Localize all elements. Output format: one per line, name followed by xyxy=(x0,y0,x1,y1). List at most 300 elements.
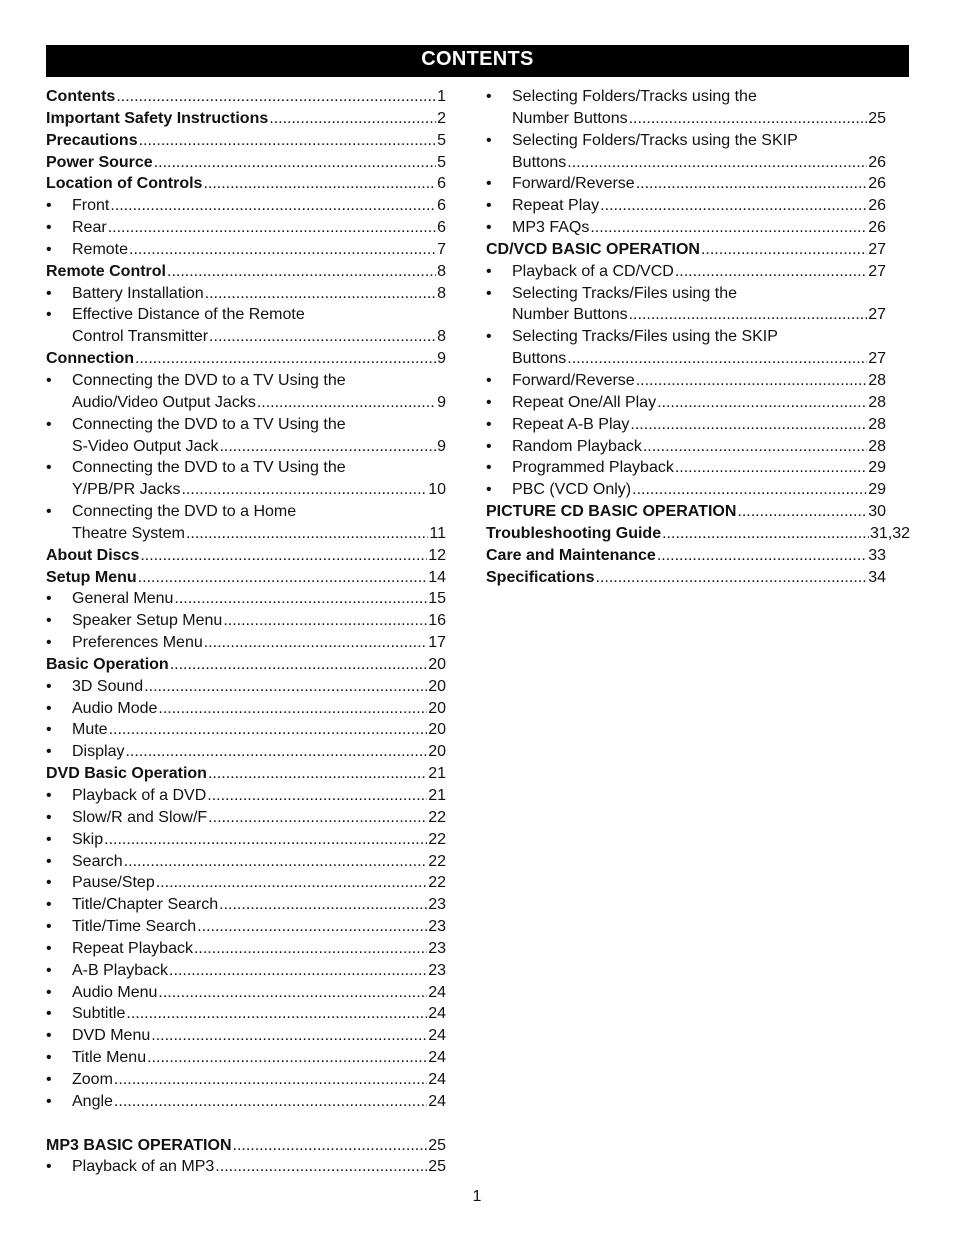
toc-section-entry[interactable] xyxy=(46,86,446,108)
toc-entry-label: Battery Installation xyxy=(72,284,204,302)
toc-entry[interactable] xyxy=(486,304,910,326)
toc-entry-label: Display xyxy=(72,743,125,761)
bullet-icon: • xyxy=(486,197,492,215)
toc-section-entry[interactable] xyxy=(46,1135,446,1157)
toc-page-number: 25 xyxy=(428,1136,446,1154)
toc-entry[interactable] xyxy=(46,1003,446,1025)
dot-leader xyxy=(567,152,867,174)
dot-leader xyxy=(108,217,436,239)
bullet-icon: • xyxy=(46,306,52,324)
toc-entry-label: Front xyxy=(72,197,110,215)
toc-entry-label: Basic Operation xyxy=(46,655,169,673)
toc-entry[interactable] xyxy=(486,414,910,436)
toc-section-entry[interactable] xyxy=(486,567,910,589)
dot-leader xyxy=(208,763,427,785)
toc-section-entry[interactable] xyxy=(46,108,446,130)
bullet-icon: • xyxy=(46,918,52,936)
dot-leader xyxy=(204,632,427,654)
toc-entry-label: Subtitle xyxy=(72,1005,126,1023)
toc-entry-label: Remote xyxy=(72,240,129,258)
toc-entry-label: DVD Basic Operation xyxy=(46,765,207,783)
toc-page-number: 21 xyxy=(428,765,446,783)
dot-leader xyxy=(147,1047,427,1069)
toc-page-number: 21 xyxy=(428,787,446,804)
toc-entry-label: Buttons xyxy=(512,153,567,171)
bullet-icon: • xyxy=(486,371,492,389)
toc-entry-label: Pause/Step xyxy=(72,874,155,892)
toc-entry[interactable] xyxy=(46,676,446,698)
toc-page-number: 22 xyxy=(428,808,446,826)
toc-entry-label: Repeat Play xyxy=(512,197,600,215)
toc-entry-label: Care and Maintenance xyxy=(486,546,656,564)
toc-entry[interactable] xyxy=(486,130,910,152)
toc-entry[interactable] xyxy=(46,414,446,436)
bullet-icon: • xyxy=(486,415,492,433)
toc-page-number: 27 xyxy=(868,306,886,324)
dot-leader xyxy=(109,719,428,741)
bullet-icon: • xyxy=(46,1027,52,1045)
toc-entry-label: Skip xyxy=(72,830,104,848)
toc-page-number: 6 xyxy=(437,197,446,215)
toc-entry[interactable] xyxy=(486,370,910,392)
toc-entry-label: Programmed Playback xyxy=(512,459,674,477)
dot-leader xyxy=(125,741,427,763)
toc-entry[interactable] xyxy=(486,479,910,501)
toc-right-column xyxy=(486,86,910,588)
bullet-icon: • xyxy=(486,88,492,105)
toc-page-number: 24 xyxy=(428,1005,446,1023)
dot-leader xyxy=(643,436,867,458)
toc-entry-label: Troubleshooting Guide xyxy=(486,524,662,542)
toc-entry-label: Preferences Menu xyxy=(72,634,203,652)
dot-leader xyxy=(129,239,436,261)
toc-page-number: 28 xyxy=(868,393,886,411)
dot-leader xyxy=(632,479,867,501)
bullet-icon: • xyxy=(46,197,52,215)
dot-leader xyxy=(170,654,428,676)
toc-entry[interactable] xyxy=(46,916,446,938)
toc-page-number: 20 xyxy=(428,699,446,717)
toc-page-number: 5 xyxy=(437,153,446,171)
dot-leader xyxy=(174,588,427,610)
bullet-icon: • xyxy=(486,459,492,477)
toc-page-number: 27 xyxy=(868,240,886,258)
toc-entry[interactable] xyxy=(46,195,446,217)
toc-page-number: 14 xyxy=(428,568,446,586)
dot-leader xyxy=(590,217,867,239)
dot-leader xyxy=(207,785,427,807)
dot-leader xyxy=(144,676,427,698)
toc-section-entry[interactable] xyxy=(46,763,446,785)
toc-entry-label: Number Buttons xyxy=(512,109,628,127)
toc-entry[interactable] xyxy=(46,1156,446,1178)
dot-leader xyxy=(208,807,427,829)
dot-leader xyxy=(114,1091,427,1113)
dot-leader xyxy=(675,457,867,479)
toc-entry[interactable] xyxy=(486,326,910,348)
toc-entry-label: Mute xyxy=(72,721,108,739)
toc-entry-label: Forward/Reverse xyxy=(512,371,635,389)
toc-page-number: 22 xyxy=(428,830,446,848)
dot-leader xyxy=(169,960,427,982)
contents-banner xyxy=(46,45,909,77)
bullet-icon: • xyxy=(46,1049,52,1067)
toc-entry-label: Playback of a DVD xyxy=(72,787,207,804)
toc-entry-label: General Menu xyxy=(72,590,174,608)
dot-leader xyxy=(233,1135,428,1157)
dot-leader xyxy=(138,567,428,589)
dot-leader xyxy=(104,829,427,851)
bullet-icon: • xyxy=(486,481,492,499)
toc-page-number: 7 xyxy=(437,240,446,258)
toc-entry-label: Speaker Setup Menu xyxy=(72,612,223,630)
toc-page-number: 24 xyxy=(428,1092,446,1110)
dot-leader xyxy=(126,1003,427,1025)
toc-entry[interactable] xyxy=(46,436,446,458)
dot-leader xyxy=(636,370,868,392)
bullet-icon: • xyxy=(46,240,52,258)
toc-entry-label: MP3 FAQs xyxy=(512,219,590,237)
toc-entry-label: Rear xyxy=(72,219,107,237)
toc-entry[interactable] xyxy=(486,436,910,458)
toc-section-entry[interactable] xyxy=(46,261,446,283)
bullet-icon: • xyxy=(46,284,52,302)
toc-entry[interactable] xyxy=(486,86,910,108)
dot-leader xyxy=(110,195,436,217)
bullet-icon: • xyxy=(46,590,52,608)
toc-entry-label: Effective Distance of the Remote xyxy=(72,306,305,324)
bullet-icon: • xyxy=(46,874,52,892)
toc-entry-label: Playback of a CD/VCD xyxy=(512,262,674,280)
bullet-icon: • xyxy=(46,459,52,477)
toc-entry-label: PBC (VCD Only) xyxy=(512,481,632,499)
toc-entry-label: Zoom xyxy=(72,1070,113,1088)
bullet-icon: • xyxy=(486,393,492,411)
toc-page-number: 27 xyxy=(868,262,886,280)
toc-entry-label: DVD Menu xyxy=(72,1027,151,1045)
toc-entry-label: S-Video Output Jack xyxy=(72,437,219,455)
dot-leader xyxy=(636,173,868,195)
toc-section-entry[interactable] xyxy=(46,348,446,370)
toc-page-number: 23 xyxy=(428,939,446,957)
bullet-icon: • xyxy=(486,328,492,346)
bullet-icon: • xyxy=(46,371,52,389)
toc-page-number: 20 xyxy=(428,721,446,739)
bullet-icon: • xyxy=(46,1070,52,1088)
toc-entry-label: PICTURE CD BASIC OPERATION xyxy=(486,503,737,521)
toc-entry-label: Y/PB/PR Jacks xyxy=(72,481,181,499)
toc-entry-label: Control Transmitter xyxy=(72,328,209,346)
dot-leader xyxy=(140,545,427,567)
toc-entry-label: Contents xyxy=(46,88,116,105)
dot-leader xyxy=(675,261,867,283)
bullet-icon: • xyxy=(46,634,52,652)
dot-leader xyxy=(209,326,436,348)
toc-entry-label: Specifications xyxy=(486,568,595,586)
toc-page-number: 30 xyxy=(868,503,886,521)
toc-page-number: 23 xyxy=(428,918,446,936)
toc-entry[interactable] xyxy=(46,851,446,873)
toc-page-number: 28 xyxy=(868,371,886,389)
toc-entry-label: Audio Menu xyxy=(72,983,158,1001)
toc-entry[interactable] xyxy=(46,610,446,632)
dot-leader xyxy=(215,1156,427,1178)
toc-page-number: 26 xyxy=(868,197,886,215)
toc-page-number: 9 xyxy=(437,437,446,455)
dot-leader xyxy=(135,348,436,370)
toc-entry[interactable] xyxy=(46,523,446,545)
toc-entry-label: 3D Sound xyxy=(72,677,144,695)
dot-leader xyxy=(257,392,436,414)
toc-entry-label: A-B Playback xyxy=(72,961,169,979)
dot-leader xyxy=(154,152,436,174)
toc-entry[interactable] xyxy=(486,217,910,239)
bullet-icon: • xyxy=(46,415,52,433)
toc-page-number: 28 xyxy=(868,437,886,455)
toc-entry[interactable] xyxy=(46,741,446,763)
bullet-icon: • xyxy=(486,437,492,455)
dot-leader xyxy=(205,283,436,305)
toc-page-number: 28 xyxy=(868,415,886,433)
toc-entry[interactable] xyxy=(46,304,446,326)
toc-entry-label: Connecting the DVD to a Home xyxy=(72,503,297,521)
toc-entry[interactable] xyxy=(46,457,446,479)
toc-entry[interactable] xyxy=(486,261,910,283)
toc-entry[interactable] xyxy=(46,872,446,894)
toc-entry[interactable] xyxy=(46,501,446,523)
toc-entry-label: Search xyxy=(72,852,123,870)
toc-page-number: 24 xyxy=(428,1049,446,1067)
toc-entry-label: Connection xyxy=(46,350,134,368)
dot-leader xyxy=(186,523,428,545)
toc-page-number: 15 xyxy=(428,590,446,608)
toc-entry-label: MP3 BASIC OPERATION xyxy=(46,1136,232,1154)
dot-leader xyxy=(124,851,428,873)
toc-page-number: 5 xyxy=(437,131,446,149)
toc-entry-label: Buttons xyxy=(512,350,567,368)
toc-entry-label: Repeat One/All Play xyxy=(512,393,657,411)
bullet-icon: • xyxy=(46,961,52,979)
toc-page-number: 6 xyxy=(437,175,446,193)
toc-page-number: 22 xyxy=(428,852,446,870)
toc-entry-label: Important Safety Instructions xyxy=(46,109,269,127)
toc-entry-label: Title/Time Search xyxy=(72,918,197,936)
toc-entry[interactable] xyxy=(46,785,446,807)
dot-leader xyxy=(116,86,436,108)
toc-section-entry[interactable] xyxy=(46,545,446,567)
dot-leader xyxy=(139,130,437,152)
dot-leader xyxy=(657,392,867,414)
toc-page-number: 12 xyxy=(428,546,446,564)
toc-entry-label: Selecting Tracks/Files using the xyxy=(512,284,737,302)
toc-page-number: 16 xyxy=(428,612,446,630)
toc-entry-label: Audio Mode xyxy=(72,699,158,717)
toc-page-number: 10 xyxy=(428,481,446,499)
toc-entry-label: Power Source xyxy=(46,153,153,171)
toc-entry[interactable] xyxy=(46,829,446,851)
page-title: CONTENTS xyxy=(421,48,534,70)
page-number: 1 xyxy=(472,1188,482,1205)
toc-section-entry[interactable] xyxy=(46,654,446,676)
toc-entry[interactable] xyxy=(46,392,446,414)
toc-page-number: 34 xyxy=(868,568,886,586)
bullet-icon: • xyxy=(46,852,52,870)
toc-page-number: 23 xyxy=(428,961,446,979)
toc-entry-label: Title Menu xyxy=(72,1049,147,1067)
dot-leader xyxy=(219,894,427,916)
toc-page-number: 26 xyxy=(868,175,886,193)
toc-page-number: 8 xyxy=(437,328,446,346)
bullet-icon: • xyxy=(46,830,52,848)
dot-leader xyxy=(657,545,867,567)
toc-entry[interactable] xyxy=(46,938,446,960)
toc-entry-label: Forward/Reverse xyxy=(512,175,635,193)
toc-entry[interactable] xyxy=(46,807,446,829)
bullet-icon: • xyxy=(46,721,52,739)
dot-leader xyxy=(269,108,436,130)
toc-entry[interactable] xyxy=(46,239,446,261)
toc-entry[interactable] xyxy=(46,982,446,1004)
toc-section-entry[interactable] xyxy=(46,567,446,589)
toc-entry[interactable] xyxy=(46,326,446,348)
toc-entry[interactable] xyxy=(46,283,446,305)
toc-page-number: 9 xyxy=(437,393,446,411)
toc-entry-label: Audio/Video Output Jacks xyxy=(72,393,256,411)
toc-entry[interactable] xyxy=(46,370,446,392)
dot-leader xyxy=(595,567,867,589)
dot-leader xyxy=(630,414,867,436)
toc-entry[interactable] xyxy=(46,1069,446,1091)
bullet-icon: • xyxy=(46,219,52,237)
bullet-icon: • xyxy=(46,1092,52,1110)
toc-page-number: 20 xyxy=(428,743,446,761)
bullet-icon: • xyxy=(486,284,492,302)
toc-page-number: 17 xyxy=(428,634,446,652)
toc-entry-label: CD/VCD BASIC OPERATION xyxy=(486,240,700,258)
dot-leader xyxy=(181,479,427,501)
bullet-icon: • xyxy=(46,896,52,914)
dot-leader xyxy=(737,501,867,523)
toc-section-entry[interactable] xyxy=(486,545,910,567)
toc-entry-label: Title/Chapter Search xyxy=(72,896,219,914)
toc-entry[interactable] xyxy=(486,152,910,174)
toc-page-number: 31,32 xyxy=(869,524,910,542)
dot-leader xyxy=(203,173,436,195)
toc-section-entry[interactable] xyxy=(46,173,446,195)
toc-page-number: 24 xyxy=(428,1027,446,1045)
toc-entry-label: Selecting Tracks/Files using the SKIP xyxy=(512,328,778,346)
bullet-icon: • xyxy=(486,219,492,237)
toc-page-number: 6 xyxy=(437,219,446,237)
toc-section-entry[interactable] xyxy=(486,501,910,523)
toc-entry-label: Slow/R and Slow/F xyxy=(72,808,208,826)
toc-entry-label: Selecting Folders/Tracks using the SKIP xyxy=(512,131,798,149)
toc-page-number: 29 xyxy=(868,459,886,477)
dot-leader xyxy=(701,239,867,261)
toc-entry[interactable] xyxy=(46,960,446,982)
dot-leader xyxy=(151,1025,427,1047)
toc-page-number: 22 xyxy=(428,874,446,892)
toc-entry[interactable] xyxy=(46,588,446,610)
dot-leader xyxy=(600,195,867,217)
toc-entry[interactable] xyxy=(46,894,446,916)
bullet-icon: • xyxy=(46,808,52,826)
toc-page-number: 8 xyxy=(437,284,446,302)
dot-leader xyxy=(219,436,436,458)
toc-entry[interactable] xyxy=(486,195,910,217)
toc-entry[interactable] xyxy=(46,1047,446,1069)
toc-left-column xyxy=(46,86,446,1178)
bullet-icon: • xyxy=(486,131,492,149)
toc-page-number: 11 xyxy=(429,524,446,542)
toc-page-number: 1 xyxy=(437,88,446,105)
toc-entry[interactable] xyxy=(486,108,910,130)
toc-entry-label: Theatre System xyxy=(72,524,185,542)
toc-entry-label: Connecting the DVD to a TV Using the xyxy=(72,371,346,389)
toc-entry[interactable] xyxy=(46,479,446,501)
toc-entry[interactable] xyxy=(46,1091,446,1113)
toc-entry[interactable] xyxy=(46,632,446,654)
dot-leader xyxy=(629,108,868,130)
dot-leader xyxy=(629,304,868,326)
dot-leader xyxy=(158,698,427,720)
toc-page-number: 24 xyxy=(428,983,446,1001)
toc-entry[interactable] xyxy=(46,698,446,720)
toc-section-entry[interactable] xyxy=(486,523,910,545)
toc-section-entry[interactable] xyxy=(46,130,446,152)
bullet-icon: • xyxy=(46,787,52,804)
toc-page-number: 2 xyxy=(437,109,446,127)
toc-entry[interactable] xyxy=(486,173,910,195)
toc-entry-label: Number Buttons xyxy=(512,306,628,324)
dot-leader xyxy=(114,1069,427,1091)
toc-section-entry[interactable] xyxy=(46,152,446,174)
dot-leader xyxy=(167,261,436,283)
toc-entry[interactable] xyxy=(486,392,910,414)
dot-leader xyxy=(158,982,427,1004)
spacer xyxy=(46,1113,446,1135)
toc-page-number: 9 xyxy=(437,350,446,368)
toc-entry[interactable] xyxy=(486,457,910,479)
toc-entry[interactable] xyxy=(46,217,446,239)
toc-entry-label: Remote Control xyxy=(46,262,166,280)
bullet-icon: • xyxy=(46,612,52,630)
toc-entry-label: About Discs xyxy=(46,546,140,564)
toc-entry-label: Connecting the DVD to a TV Using the xyxy=(72,415,346,433)
bullet-icon: • xyxy=(46,983,52,1001)
toc-entry[interactable] xyxy=(46,719,446,741)
bullet-icon: • xyxy=(486,262,492,280)
bullet-icon: • xyxy=(46,503,52,521)
toc-entry[interactable] xyxy=(486,348,910,370)
toc-page-number: 25 xyxy=(428,1158,446,1176)
toc-entry[interactable] xyxy=(486,283,910,305)
bullet-icon: • xyxy=(46,1158,52,1176)
dot-leader xyxy=(662,523,869,545)
dot-leader xyxy=(156,872,427,894)
toc-page-number: 20 xyxy=(428,677,446,695)
toc-page-number: 33 xyxy=(868,546,886,564)
toc-section-entry[interactable] xyxy=(486,239,910,261)
toc-entry-label: Random Playback xyxy=(512,437,642,455)
toc-entry-label: Playback of an MP3 xyxy=(72,1158,215,1176)
dot-leader xyxy=(223,610,427,632)
toc-entry-label: Location of Controls xyxy=(46,175,203,193)
bullet-icon: • xyxy=(46,677,52,695)
toc-page-number: 26 xyxy=(868,153,886,171)
toc-page-number: 25 xyxy=(868,109,886,127)
toc-entry[interactable] xyxy=(46,1025,446,1047)
